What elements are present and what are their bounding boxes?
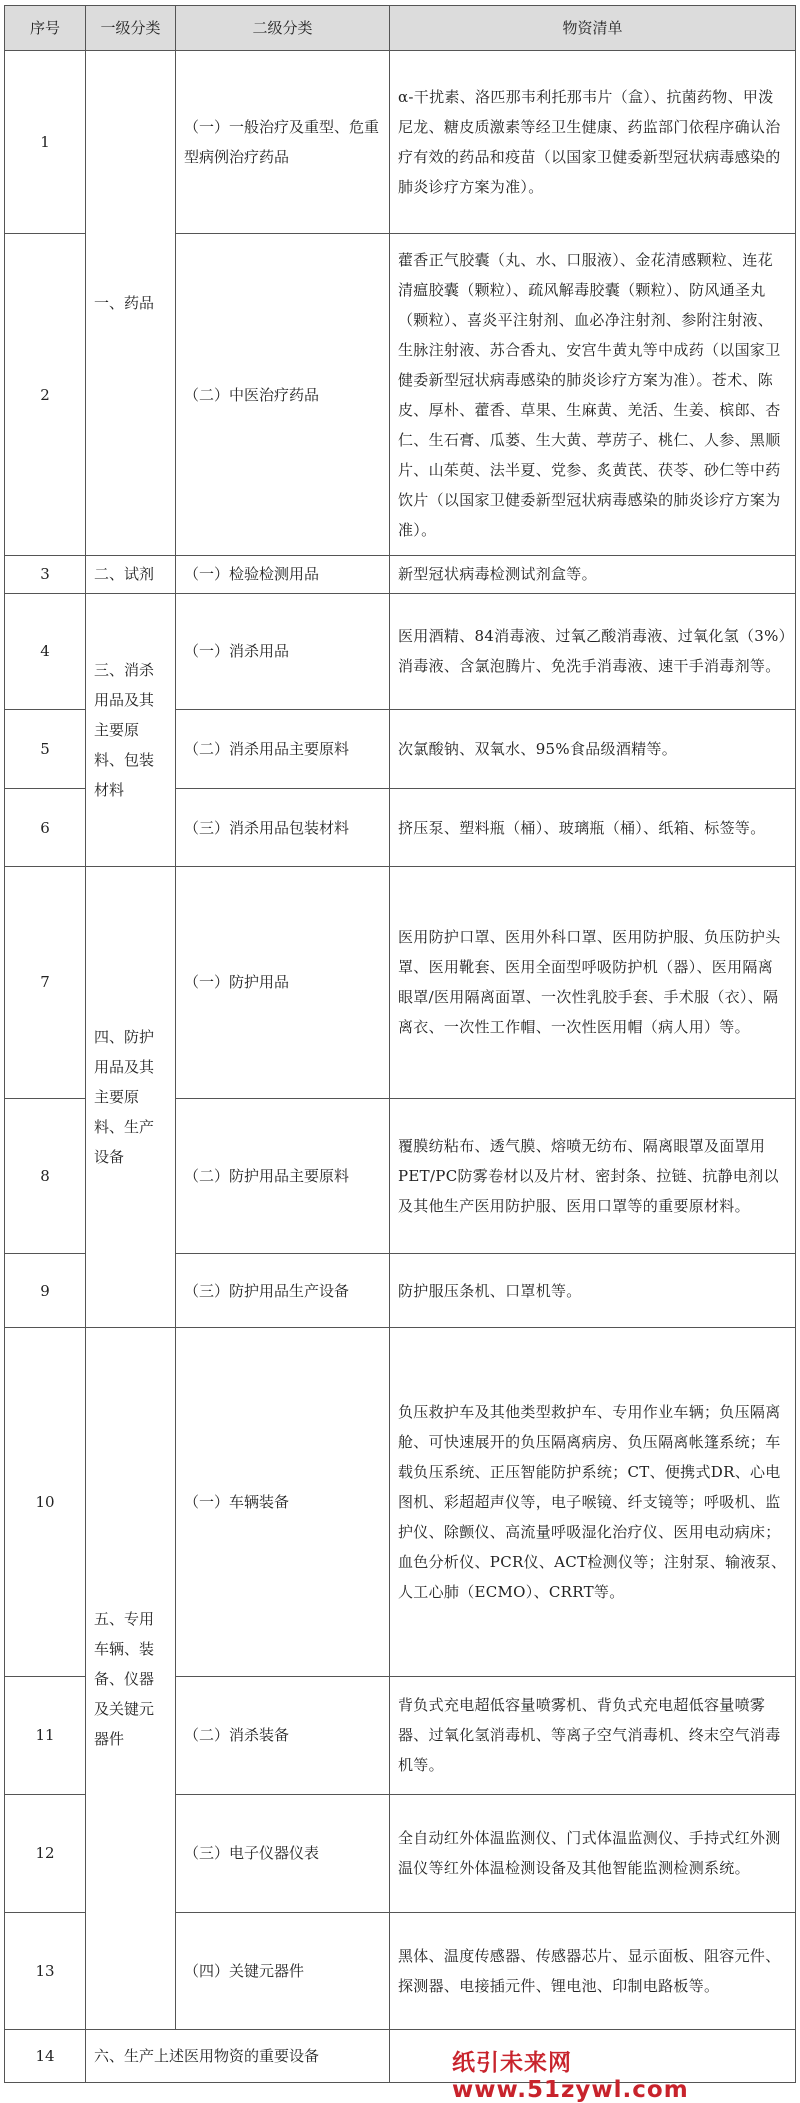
seq-cell: 2 <box>5 234 86 556</box>
seq-cell: 10 <box>5 1327 86 1676</box>
seq-cell: 11 <box>5 1677 86 1795</box>
header-seq: 序号 <box>5 6 86 51</box>
seq-cell: 14 <box>5 2030 86 2083</box>
level1-cell-vehicles: 五、专用车辆、装备、仪器及关键元器件 <box>86 1327 176 2029</box>
level2-cell: （二）防护用品主要原料 <box>176 1098 390 1254</box>
seq-cell: 9 <box>5 1254 86 1328</box>
items-cell: 医用防护口罩、医用外科口罩、医用防护服、负压防护头罩、医用靴套、医用全面型呼吸防护机（器）、医用隔离眼罩/医用隔离面罩、一次性乳胶手套、手术服（衣）、隔离衣、一次性工作帽、一次性医用帽（病人用）等。 <box>390 867 796 1098</box>
medical-supplies-table <box>4 5 796 2083</box>
level2-cell: （一）一般治疗及重型、危重型病例治疗药品 <box>176 51 390 234</box>
level2-cell: （一）防护用品 <box>176 867 390 1098</box>
items-cell: 黑体、温度传感器、传感器芯片、显示面板、阻容元件、探测器、电接插元件、锂电池、印制电路板等。 <box>390 1912 796 2030</box>
seq-cell: 1 <box>5 51 86 234</box>
level2-cell: （一）车辆装备 <box>176 1327 390 1676</box>
items-cell: 新型冠状病毒检测试剂盒等。 <box>390 556 796 594</box>
seq-cell: 12 <box>5 1794 86 1912</box>
seq-cell: 13 <box>5 1912 86 2030</box>
seq-cell: 6 <box>5 789 86 867</box>
level2-cell: （三）电子仪器仪表 <box>176 1794 390 1912</box>
seq-cell: 4 <box>5 593 86 709</box>
level1-cell-production: 六、生产上述医用物资的重要设备 <box>86 2030 390 2083</box>
items-cell: 藿香正气胶囊（丸、水、口服液）、金花清感颗粒、连花清瘟胶囊（颗粒）、疏风解毒胶囊（颗粒）、防风通圣丸（颗粒）、喜炎平注射剂、血必净注射剂、参附注射液、生脉注射液、苏合香丸、安宫牛黄丸等中成药（以国家卫健委新型冠状病毒感染的肺炎诊疗方案为准）。苍术、陈皮、厚朴、藿香、草果、生麻黄、羌活、生姜、槟郎、杏仁、生石膏、瓜蒌、生大黄、葶苈子、桃仁、人参、黑顺片、山茱萸、法半夏、党参、炙黄芪、茯苓、砂仁等中药饮片（以国家卫健委新型冠状病毒感染的肺炎诊疗方案为准）。 <box>390 234 796 556</box>
items-cell: α-干扰素、洛匹那韦利托那韦片（盒）、抗菌药物、甲泼尼龙、糖皮质激素等经卫生健康、药监部门依程序确认治疗有效的药品和疫苗（以国家卫健委新型冠状病毒感染的肺炎诊疗方案为准）。 <box>390 51 796 234</box>
level2-cell: （二）中医治疗药品 <box>176 234 390 556</box>
items-cell: 医用酒精、84消毒液、过氧乙酸消毒液、过氧化氢（3%）消毒液、含氯泡腾片、免洗手消毒液、速干手消毒剂等。 <box>390 593 796 709</box>
level1-cell-drugs: 一、药品 <box>86 51 176 556</box>
items-cell: 防护服压条机、口罩机等。 <box>390 1254 796 1328</box>
level2-cell: （一）消杀用品 <box>176 593 390 709</box>
header-level2: 二级分类 <box>176 6 390 51</box>
header-row <box>5 6 796 51</box>
table-row <box>5 51 796 234</box>
seq-cell: 3 <box>5 556 86 594</box>
seq-cell: 8 <box>5 1098 86 1254</box>
header-items: 物资清单 <box>390 6 796 51</box>
level2-cell: （三）消杀用品包装材料 <box>176 789 390 867</box>
items-cell: 次氯酸钠、双氧水、95%食品级酒精等。 <box>390 709 796 789</box>
level2-cell: （三）防护用品生产设备 <box>176 1254 390 1328</box>
level2-cell: （二）消杀装备 <box>176 1677 390 1795</box>
items-cell: 负压救护车及其他类型救护车、专用作业车辆；负压隔离舱、可快速展开的负压隔离病房、负压隔离帐篷系统；车载负压系统、正压智能防护系统；CT、便携式DR、心电图机、彩超超声仪等，电子喉镜、纤支镜等；呼吸机、监护仪、除颤仪、高流量呼吸湿化治疗仪、医用电动病床；血色分析仪、PCR仪、ACT检测仪等；注射泵、输液泵、人工心肺（ECMO）、CRRT等。 <box>390 1327 796 1676</box>
table-row <box>5 867 796 1098</box>
seq-cell: 7 <box>5 867 86 1098</box>
table-row <box>5 556 796 594</box>
table-row <box>5 593 796 709</box>
table-row <box>5 1327 796 1676</box>
level2-cell: （二）消杀用品主要原料 <box>176 709 390 789</box>
items-cell: 覆膜纺粘布、透气膜、熔喷无纺布、隔离眼罩及面罩用PET/PC防雾卷材以及片材、密封条、拉链、抗静电剂以及其他生产医用防护服、医用口罩等的重要原材料。 <box>390 1098 796 1254</box>
level1-cell-protect: 四、防护用品及其主要原料、生产设备 <box>86 867 176 1328</box>
items-cell: 全自动红外体温监测仪、门式体温监测仪、手持式红外测温仪等红外体温检测设备及其他智能监测检测系统。 <box>390 1794 796 1912</box>
level1-cell-disinfect: 三、消杀用品及其主要原料、包装材料 <box>86 593 176 866</box>
level2-cell: （四）关键元器件 <box>176 1912 390 2030</box>
header-level1: 一级分类 <box>86 6 176 51</box>
level2-cell: （一）检验检测用品 <box>176 556 390 594</box>
items-cell: 挤压泵、塑料瓶（桶）、玻璃瓶（桶）、纸箱、标签等。 <box>390 789 796 867</box>
items-cell: 背负式充电超低容量喷雾机、背负式充电超低容量喷雾器、过氧化氢消毒机、等离子空气消毒机、终末空气消毒机等。 <box>390 1677 796 1795</box>
watermark-text: 纸引未来网 www.51zywl.com <box>452 2050 689 2103</box>
seq-cell: 5 <box>5 709 86 789</box>
level1-cell-reagents: 二、试剂 <box>86 556 176 594</box>
